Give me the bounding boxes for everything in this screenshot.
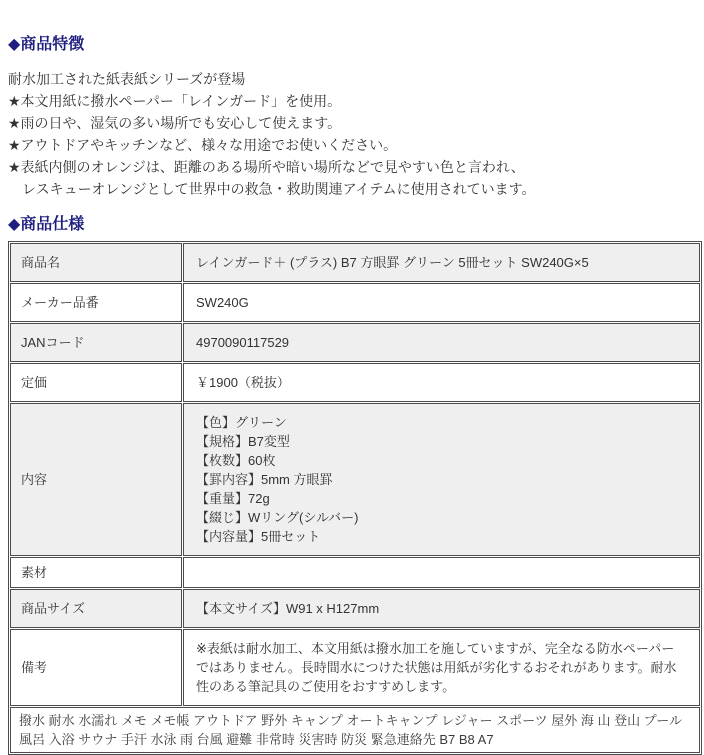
spec-row (10, 589, 700, 628)
features-section-header (8, 36, 700, 54)
feature-line: レスキューオレンジとして世界中の救急・救助関連アイテムに使用されています。 (8, 181, 536, 197)
spec-label-cell: JANコード (10, 323, 182, 362)
spec-value-cell (183, 283, 700, 322)
specs-table-body (10, 243, 700, 753)
spec-row (10, 629, 700, 706)
spec-value-line: 【規格】B7変型 (196, 434, 290, 449)
spec-label-cell: 備考 (10, 629, 182, 706)
feature-line: ★アウトドアやキッチンなど、様々な用途でお使いください。 (8, 137, 398, 153)
spec-value-line: SW240G (196, 295, 249, 310)
spec-value-cell (183, 403, 700, 556)
spec-row (10, 323, 700, 362)
spec-label-cell: 内容 (10, 403, 182, 556)
spec-value-line: 【枚数】60枚 (196, 453, 276, 468)
spec-value-line: 【綴じ】Wリング(シルバー) (196, 510, 359, 525)
spec-value-line: 【罫内容】5mm 方眼罫 (196, 472, 333, 487)
spec-row (10, 403, 700, 556)
feature-line: ★表紙内側のオレンジは、距離のある場所や暗い場所などで見やすい色と言われ、 (8, 159, 525, 175)
spec-value-line: 【本文サイズ】W91 x H127mm (196, 601, 380, 616)
features-text (8, 68, 700, 200)
spec-label-cell: メーカー品番 (10, 283, 182, 322)
spec-value-line: 【重量】72g (196, 491, 270, 506)
spec-value-cell (183, 323, 700, 362)
spec-row (10, 363, 700, 402)
specs-section-header (8, 216, 700, 234)
spec-value-line: ￥1900（税抜） (196, 375, 290, 390)
spec-label-cell: 定価 (10, 363, 182, 402)
specs-heading: ◆商品仕様 (8, 216, 85, 233)
spec-row (10, 283, 700, 322)
keywords-cell: 撥水 耐水 水濡れ メモ メモ帳 アウトドア 野外 キャンプ オートキャンプ レジャー スポーツ 屋外 海 山 登山 プール 風呂 入浴 サウナ 手汗 水泳 雨 台風 避難 非常時 災害時 防災 緊急連絡先 B7 B8 A7 (10, 707, 700, 753)
spec-value-line: レインガード＋ (プラス) B7 方眼罫 グリーン 5冊セット SW240G×5 (196, 255, 589, 270)
spec-value-line: 4970090117529 (196, 335, 290, 350)
spec-row (10, 557, 700, 588)
spec-label-cell: 商品名 (10, 243, 182, 282)
spec-value-cell (183, 363, 700, 402)
feature-line: ★雨の日や、湿気の多い場所でも安心して使えます。 (8, 115, 342, 131)
spec-value-line: 【色】グリーン (196, 415, 287, 430)
spec-row (10, 243, 700, 282)
specs-table (8, 241, 702, 755)
spec-value-line: ※表紙は耐水加工、本文用紙は撥水加工を施していますが、完全なる防水ペーパーではありません。長時間水につけた状態は用紙が劣化するおそれがあります。耐水性のある筆記具のご使用をおすすめします。 (196, 641, 677, 694)
spec-value-cell (183, 629, 700, 706)
keywords-row (10, 707, 700, 753)
feature-line: 耐水加工された紙表紙シリーズが登場 (8, 71, 246, 87)
spec-value-cell (183, 557, 700, 588)
spec-value-cell (183, 589, 700, 628)
spec-value-cell (183, 243, 700, 282)
spec-value-line: 【内容量】5冊セット (196, 529, 321, 544)
spec-label-cell: 商品サイズ (10, 589, 182, 628)
spec-label-cell: 素材 (10, 557, 182, 588)
feature-line: ★本文用紙に撥水ペーパー「レインガード」を使用。 (8, 93, 342, 109)
features-heading: ◆商品特徴 (8, 36, 85, 53)
